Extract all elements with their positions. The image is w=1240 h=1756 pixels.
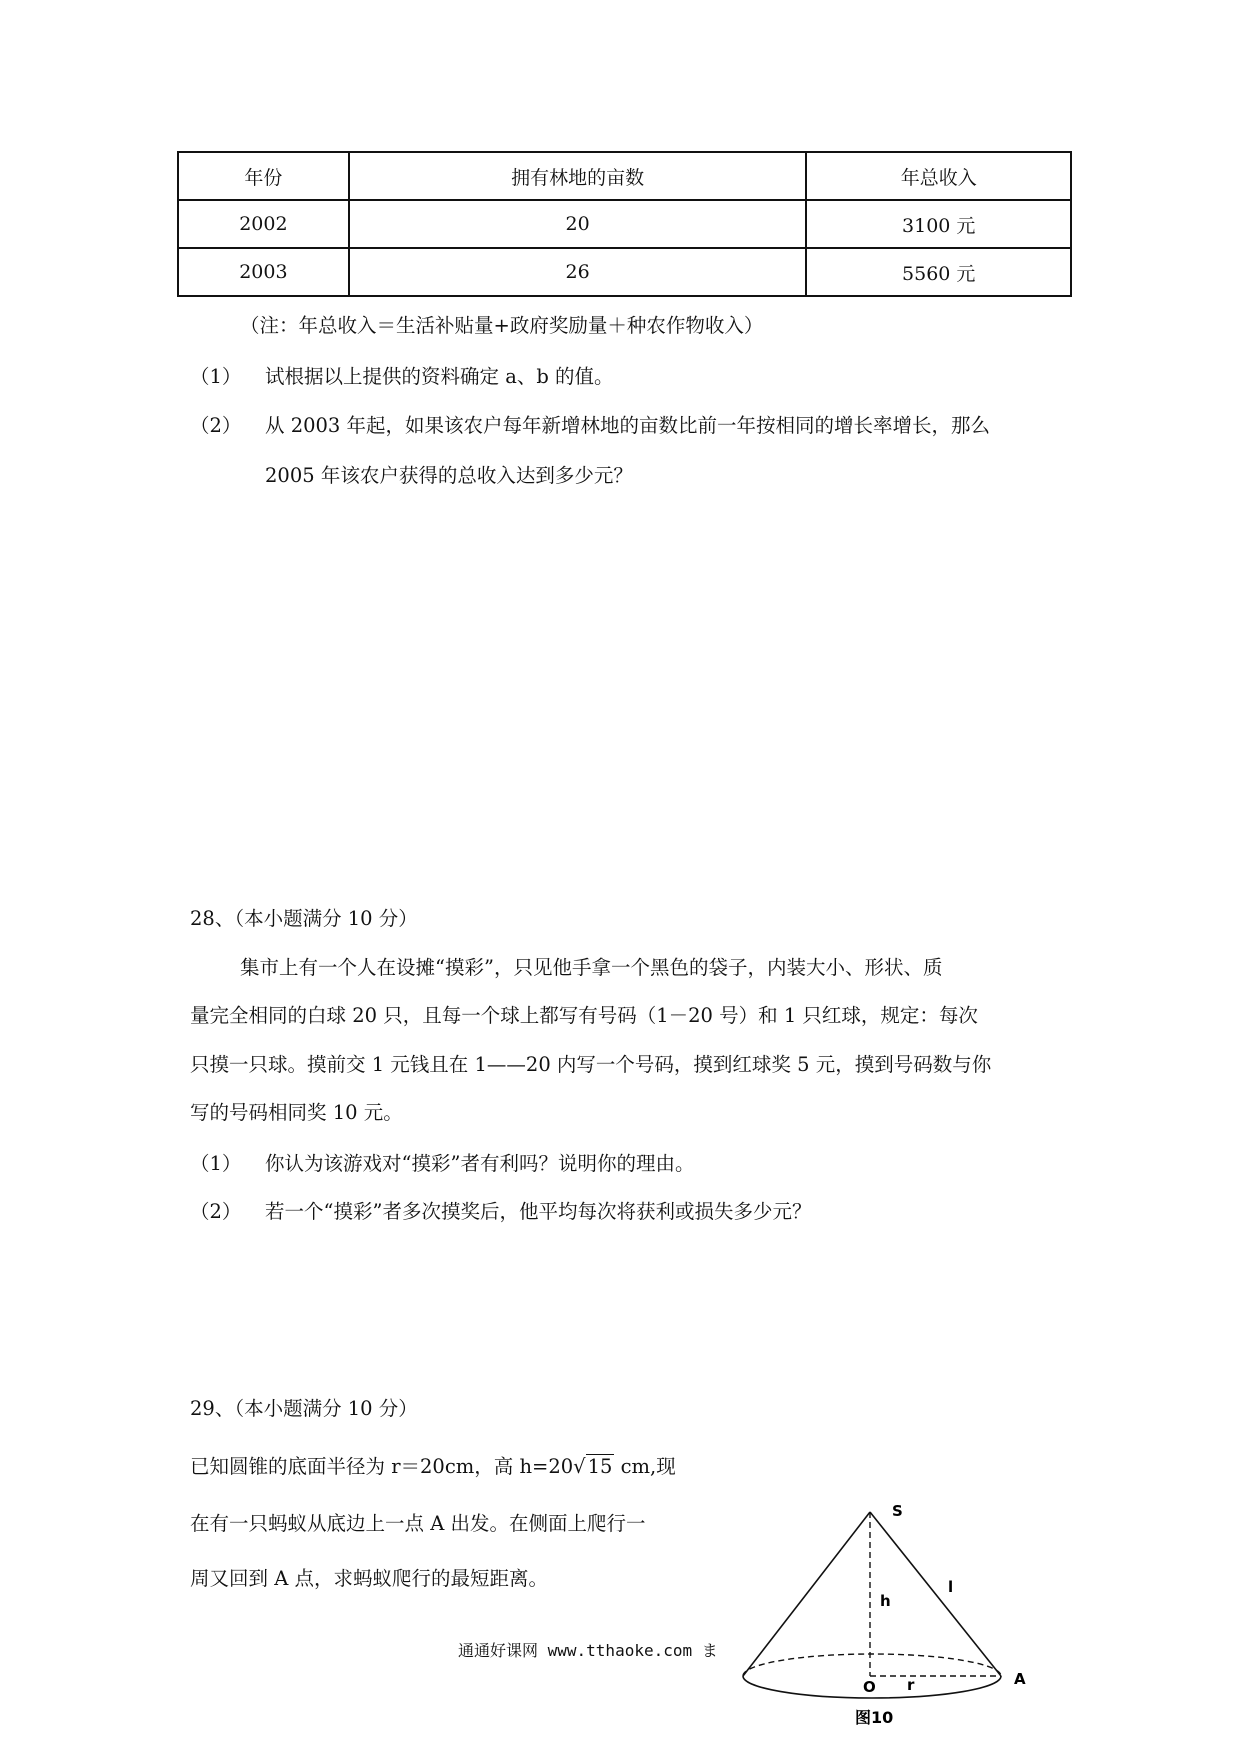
header-cell-year: 年份: [178, 152, 349, 200]
q27-part2-text: 从 2003 年起，如果该农户每年新增林地的亩数比前一年按相同的增长率增长，那么: [265, 414, 991, 437]
q29-text-after-root: cm,现: [614, 1455, 676, 1478]
figure-caption: 图10: [855, 1708, 894, 1727]
q28-body-line: 写的号码相同奖 10 元。: [190, 1101, 403, 1124]
square-root: [573, 1455, 614, 1478]
q28-title: 28、（本小题满分 10 分）: [190, 907, 418, 930]
table-row: [178, 248, 1071, 296]
header-cell-acres: 拥有林地的亩数: [349, 152, 807, 200]
q28-body-line: 只摸一只球。摸前交 1 元钱且在 1——20 内写一个号码，摸到红球奖 5 元，摸到号码数与你: [190, 1053, 992, 1076]
q28-part2-number: （2）: [190, 1200, 242, 1223]
q28-part1-number: （1）: [190, 1152, 242, 1175]
table-row: [178, 200, 1071, 248]
cone-base-back-arc: [743, 1654, 1001, 1676]
q27-part2-number: （2）: [190, 414, 242, 437]
label-height-h: h: [880, 1592, 891, 1610]
q29-body-line: 在有一只蚂蚁从底边上一点 A 出发。在侧面上爬行一: [190, 1512, 646, 1535]
table-header-row: [178, 152, 1071, 200]
table-cell: 5560 元: [806, 248, 1071, 296]
table-note: （注：年总收入＝生活补贴量+政府奖励量＋种农作物收入）: [240, 314, 764, 337]
data-table: [177, 151, 1072, 297]
q28-body-line: 量完全相同的白球 20 只，且每一个球上都写有号码（1－20 号）和 1 只红球，规定：每次: [190, 1004, 978, 1027]
cone-figure: [735, 1498, 1035, 1752]
q29-text-before-root: 已知圆锥的底面半径为 r＝20cm，高 h=20: [190, 1455, 574, 1478]
table-cell: 26: [349, 248, 807, 296]
cone-left-slant: [743, 1512, 870, 1676]
q27-part2-text-continued: 2005 年该农户获得的总收入达到多少元？: [265, 464, 633, 487]
q27-part1-number: （1）: [190, 365, 242, 388]
q29-title: 29、（本小题满分 10 分）: [190, 1397, 418, 1420]
label-radius-r: r: [907, 1676, 915, 1694]
table-cell: 20: [349, 200, 807, 248]
q29-body-line: [190, 1455, 676, 1478]
label-apex-s: S: [892, 1502, 903, 1520]
label-center-o: O: [863, 1678, 876, 1696]
header-cell-income: 年总收入: [806, 152, 1071, 200]
table-cell: 3100 元: [806, 200, 1071, 248]
cone-diagram: [735, 1498, 1035, 1752]
footer-watermark: 通通好课网 www.tthaoke.com ま: [458, 1641, 718, 1660]
label-slant-l: l: [948, 1578, 954, 1596]
q28-body-line: 集市上有一个人在设摊“摸彩”，只见他手拿一个黑色的袋子，内装大小、形状、质: [240, 956, 943, 979]
table-cell: 2003: [178, 248, 349, 296]
q28-part2-text: 若一个“摸彩”者多次摸奖后，他平均每次将获利或损失多少元？: [265, 1200, 812, 1223]
radical-sign-icon: √: [573, 1455, 586, 1478]
table-cell: 2002: [178, 200, 349, 248]
radicand: 15: [587, 1455, 613, 1478]
q29-body-line: 周又回到 A 点，求蚂蚁爬行的最短距离。: [190, 1567, 548, 1590]
q27-part1-text: 试根据以上提供的资料确定 a、b 的值。: [265, 365, 614, 388]
label-point-a: A: [1014, 1670, 1026, 1688]
q28-part1-text: 你认为该游戏对“摸彩”者有利吗？说明你的理由。: [265, 1152, 695, 1175]
